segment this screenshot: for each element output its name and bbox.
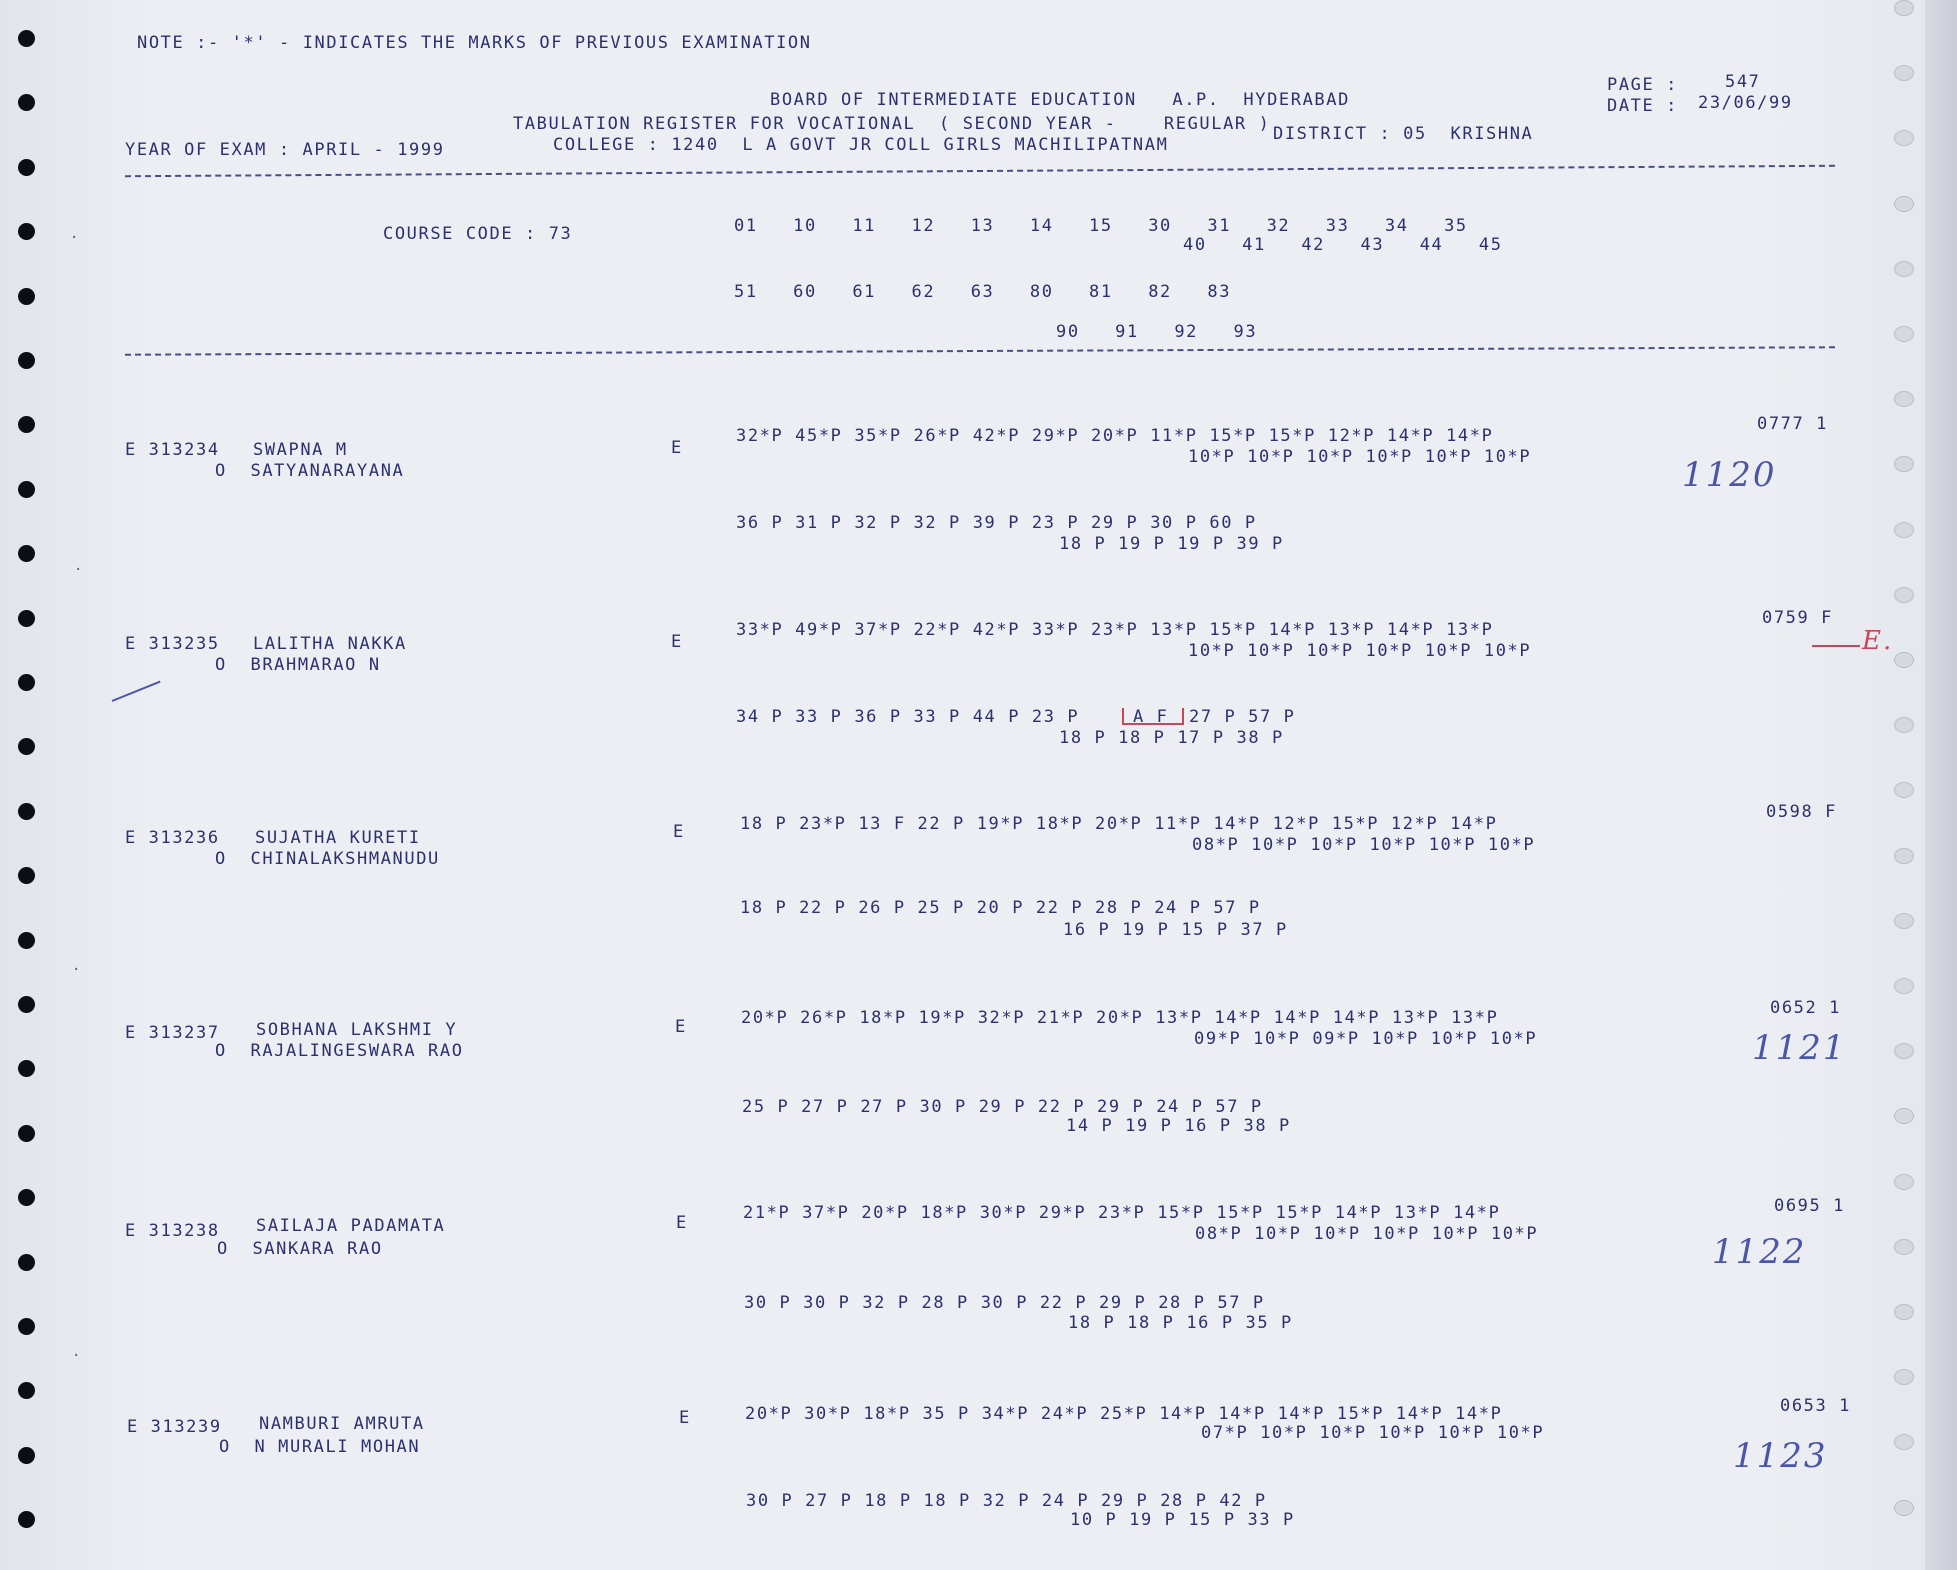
roll-number: E 313236 bbox=[125, 828, 220, 848]
marks-row3: 10 P 19 P 15 P 33 P bbox=[1070, 1510, 1295, 1530]
tractor-feed-holes-right bbox=[1892, 0, 1922, 1570]
marks-row2: 30 P 27 P 18 P 18 P 32 P 24 P 29 P 28 P 42 P bbox=[746, 1491, 1267, 1511]
marks-row3: 18 P 18 P 16 P 35 P bbox=[1068, 1313, 1293, 1333]
roll-number: E 313238 bbox=[125, 1221, 220, 1241]
tick-mark bbox=[112, 681, 161, 702]
roll-number: E 313234 bbox=[125, 440, 220, 460]
feed-hole bbox=[1894, 65, 1914, 81]
register-title: TABULATION REGISTER FOR VOCATIONAL ( SECOND YEAR - REGULAR ) bbox=[513, 114, 1271, 134]
feed-hole bbox=[1894, 326, 1914, 342]
feed-hole bbox=[1894, 717, 1914, 733]
feed-hole bbox=[18, 1060, 35, 1077]
grand-total: 0653 1 bbox=[1780, 1396, 1852, 1416]
feed-hole bbox=[18, 416, 35, 433]
roll-number: E 313237 bbox=[125, 1023, 220, 1043]
handwritten-serial: 1123 bbox=[1733, 1436, 1828, 1476]
ink-speck: · bbox=[72, 962, 81, 978]
feed-hole bbox=[18, 674, 35, 691]
ink-speck: · bbox=[74, 562, 83, 578]
student-name: LALITHA NAKKA bbox=[253, 634, 407, 654]
paper-edge bbox=[1925, 0, 1957, 1570]
note-line: NOTE :- '*' - INDICATES THE MARKS OF PREVIOUS EXAMINATION bbox=[137, 33, 812, 53]
feed-hole bbox=[18, 481, 35, 498]
subject-codes-row1: 01 10 11 12 13 14 15 30 31 32 33 34 35 bbox=[734, 216, 1468, 236]
father-name: O RAJALINGESWARA RAO bbox=[215, 1041, 464, 1061]
feed-hole bbox=[1894, 1174, 1914, 1190]
marks-row1b: 10*P 10*P 10*P 10*P 10*P 10*P bbox=[1188, 641, 1532, 661]
marks-row1b: 09*P 10*P 09*P 10*P 10*P 10*P bbox=[1194, 1029, 1538, 1049]
course-code: COURSE CODE : 73 bbox=[383, 224, 573, 244]
feed-hole bbox=[1894, 1304, 1914, 1320]
marks-row2: 25 P 27 P 27 P 30 P 29 P 22 P 29 P 24 P 57 P bbox=[742, 1097, 1263, 1117]
feed-hole bbox=[1894, 391, 1914, 407]
feed-hole bbox=[1894, 261, 1914, 277]
feed-hole bbox=[1894, 1239, 1914, 1255]
feed-hole bbox=[18, 545, 35, 562]
student-name: SOBHANA LAKSHMI Y bbox=[256, 1020, 458, 1040]
grand-total: 0695 1 bbox=[1774, 1196, 1846, 1216]
feed-hole bbox=[1894, 1500, 1914, 1516]
medium: E bbox=[676, 1213, 688, 1233]
grand-total: 0652 1 bbox=[1770, 998, 1842, 1018]
feed-hole bbox=[18, 30, 35, 47]
failed-subject-mark: A F bbox=[1133, 707, 1169, 727]
district: DISTRICT : 05 KRISHNA bbox=[1273, 124, 1534, 144]
tractor-feed-holes-left bbox=[16, 0, 40, 1570]
marks-row3: 16 P 19 P 15 P 37 P bbox=[1063, 920, 1288, 940]
feed-hole bbox=[18, 1382, 35, 1399]
handwritten-serial: 1121 bbox=[1752, 1028, 1847, 1068]
board-title: BOARD OF INTERMEDIATE EDUCATION A.P. HYDERABAD bbox=[770, 90, 1350, 110]
date-value: 23/06/99 bbox=[1698, 93, 1793, 113]
grand-total: 0759 F bbox=[1762, 608, 1834, 628]
marks-row2: 30 P 30 P 32 P 28 P 30 P 22 P 29 P 28 P 57 P bbox=[744, 1293, 1265, 1313]
handwritten-mark: E. bbox=[1862, 626, 1894, 656]
feed-hole bbox=[1894, 522, 1914, 538]
roll-number: E 313239 bbox=[127, 1417, 222, 1437]
feed-hole bbox=[18, 610, 35, 627]
feed-hole bbox=[1894, 456, 1914, 472]
page-label: PAGE : bbox=[1607, 75, 1679, 95]
feed-hole bbox=[18, 803, 35, 820]
student-name: NAMBURI AMRUTA bbox=[259, 1414, 425, 1434]
feed-hole bbox=[18, 1254, 35, 1271]
feed-hole bbox=[18, 288, 35, 305]
marks-row1: 20*P 30*P 18*P 35 P 34*P 24*P 25*P 14*P 14*P 14*P 15*P 14*P 14*P bbox=[745, 1404, 1503, 1424]
ink-speck: · bbox=[70, 230, 79, 246]
student-name: SWAPNA M bbox=[253, 440, 348, 460]
marks-row2b: 27 P 57 P bbox=[1189, 707, 1296, 727]
marks-row3: 14 P 19 P 16 P 38 P bbox=[1066, 1116, 1291, 1136]
feed-hole bbox=[1894, 848, 1914, 864]
feed-hole bbox=[1894, 130, 1914, 146]
grand-total: 0598 F bbox=[1766, 802, 1838, 822]
marks-row1: 33*P 49*P 37*P 22*P 42*P 33*P 23*P 13*P 15*P 14*P 13*P 14*P 13*P bbox=[736, 620, 1494, 640]
feed-hole bbox=[18, 996, 35, 1013]
roll-number: E 313235 bbox=[125, 634, 220, 654]
marks-row3: 18 P 19 P 19 P 39 P bbox=[1059, 534, 1284, 554]
feed-hole bbox=[1894, 1369, 1914, 1385]
feed-hole bbox=[1894, 1043, 1914, 1059]
feed-hole bbox=[1894, 652, 1914, 668]
father-name: O SATYANARAYANA bbox=[215, 461, 405, 481]
medium: E bbox=[675, 1017, 687, 1037]
medium: E bbox=[671, 632, 683, 652]
marks-row1b: 10*P 10*P 10*P 10*P 10*P 10*P bbox=[1188, 447, 1532, 467]
student-name: SUJATHA KURETI bbox=[255, 828, 421, 848]
feed-hole bbox=[1894, 1434, 1914, 1450]
page-number: 547 bbox=[1725, 72, 1761, 92]
marks-row1: 18 P 23*P 13 F 22 P 19*P 18*P 20*P 11*P 14*P 12*P 15*P 12*P 14*P bbox=[740, 814, 1498, 834]
feed-hole bbox=[1894, 1108, 1914, 1124]
medium: E bbox=[673, 822, 685, 842]
marks-row1: 32*P 45*P 35*P 26*P 42*P 29*P 20*P 11*P 15*P 15*P 12*P 14*P 14*P bbox=[736, 426, 1494, 446]
grand-total: 0777 1 bbox=[1757, 414, 1829, 434]
medium: E bbox=[679, 1408, 691, 1428]
feed-hole bbox=[1894, 0, 1914, 16]
subject-codes-row3: 90 91 92 93 bbox=[1056, 322, 1258, 342]
feed-hole bbox=[18, 94, 35, 111]
feed-hole bbox=[18, 1318, 35, 1335]
marks-row1b: 08*P 10*P 10*P 10*P 10*P 10*P bbox=[1195, 1224, 1539, 1244]
feed-hole bbox=[18, 738, 35, 755]
father-name: O SANKARA RAO bbox=[217, 1239, 383, 1259]
father-name: O BRAHMARAO N bbox=[215, 655, 381, 675]
dashed-divider bbox=[125, 346, 1835, 355]
marks-row1: 21*P 37*P 20*P 18*P 30*P 29*P 23*P 15*P 15*P 15*P 14*P 13*P 14*P bbox=[743, 1203, 1501, 1223]
feed-hole bbox=[18, 932, 35, 949]
father-name: O N MURALI MOHAN bbox=[219, 1437, 421, 1457]
year-of-exam: YEAR OF EXAM : APRIL - 1999 bbox=[125, 140, 445, 160]
feed-hole bbox=[18, 1447, 35, 1464]
handwritten-serial: 1122 bbox=[1712, 1232, 1807, 1272]
feed-hole bbox=[1894, 196, 1914, 212]
date-label: DATE : bbox=[1607, 96, 1679, 116]
feed-hole bbox=[1894, 782, 1914, 798]
feed-hole bbox=[18, 223, 35, 240]
feed-hole bbox=[18, 867, 35, 884]
handwritten-serial: 1120 bbox=[1682, 455, 1777, 495]
marks-row1b: 07*P 10*P 10*P 10*P 10*P 10*P bbox=[1201, 1423, 1545, 1443]
medium: E bbox=[671, 438, 683, 458]
feed-hole bbox=[18, 1125, 35, 1142]
feed-hole bbox=[18, 1189, 35, 1206]
feed-hole bbox=[1894, 913, 1914, 929]
ink-speck: · bbox=[72, 1348, 81, 1364]
red-pen-dash bbox=[1812, 645, 1860, 647]
father-name: O CHINALAKSHMANUDU bbox=[215, 849, 440, 869]
feed-hole bbox=[18, 1511, 35, 1528]
feed-hole bbox=[1894, 978, 1914, 994]
feed-hole bbox=[18, 159, 35, 176]
college: COLLEGE : 1240 L A GOVT JR COLL GIRLS MACHILIPATNAM bbox=[553, 135, 1169, 155]
subject-codes-row2: 51 60 61 62 63 80 81 82 83 bbox=[734, 282, 1232, 302]
marks-row1b: 08*P 10*P 10*P 10*P 10*P 10*P bbox=[1192, 835, 1536, 855]
subject-codes-row1b: 40 41 42 43 44 45 bbox=[1183, 235, 1503, 255]
student-name: SAILAJA PADAMATA bbox=[256, 1216, 446, 1236]
feed-hole bbox=[1894, 587, 1914, 603]
dashed-divider bbox=[125, 165, 1835, 177]
marks-row2: 18 P 22 P 26 P 25 P 20 P 22 P 28 P 24 P 57 P bbox=[740, 898, 1261, 918]
marks-row2: 36 P 31 P 32 P 32 P 39 P 23 P 29 P 30 P 60 P bbox=[736, 513, 1257, 533]
feed-hole bbox=[18, 352, 35, 369]
red-pen-mark-box bbox=[1122, 708, 1184, 725]
marks-row3: 18 P 18 P 17 P 38 P bbox=[1059, 728, 1284, 748]
marks-row1: 20*P 26*P 18*P 19*P 32*P 21*P 20*P 13*P 14*P 14*P 14*P 13*P 13*P bbox=[741, 1008, 1499, 1028]
marks-row2: 34 P 33 P 36 P 33 P 44 P 23 P bbox=[736, 707, 1080, 727]
